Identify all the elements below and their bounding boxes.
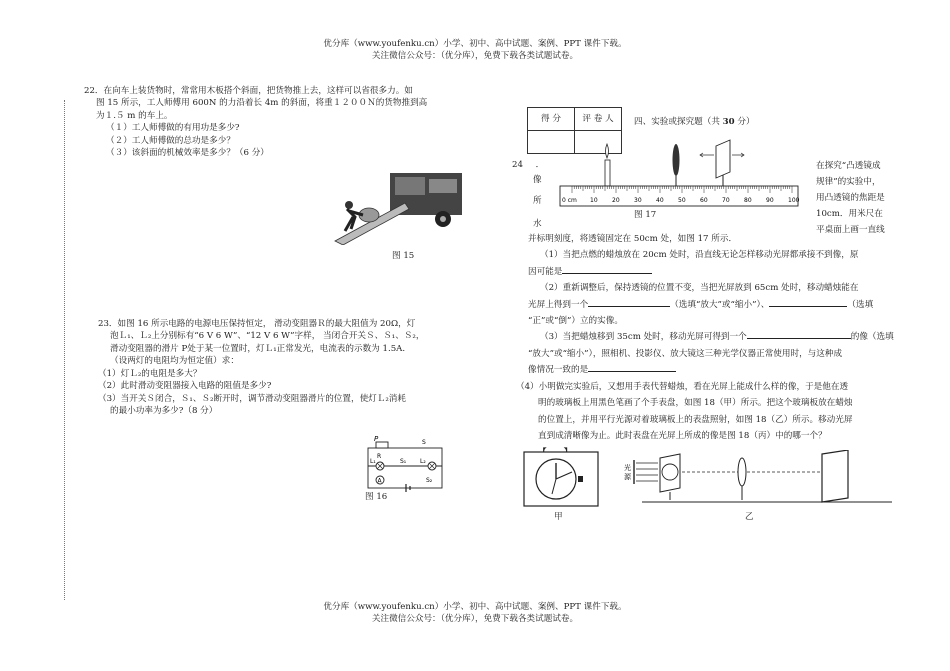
page-footer-line-2: 关注微信公众号：（优分库），免费下载各类试题试卷。 [371,614,579,624]
page-header-line-2: 关注微信公众号：（优分库），免费下载各类试题试卷。 [371,51,579,61]
question-24-part-4 [516,379,852,461]
ruler-tick-label: 80 [744,197,752,204]
q24-right-5: 平桌面上画一直线 [816,225,885,235]
q24-number [512,159,544,171]
q24-right-1: 在探究“凸透镜成 [816,161,881,171]
q24-right-4: 10cm．用米尺在 [816,209,883,219]
label-switch-s: S [422,439,426,446]
ruler-unit-label: 0 cm [562,197,577,204]
score-cell-label: 得 分 [528,108,575,131]
label-ammeter-a: A [377,477,382,485]
q24-dot: ． [535,160,545,170]
ruler-tick-label: 50 [678,197,686,204]
q24-part-2b: 光屏上得到一个 （选填“放大”或“缩小”）、 （选填 [528,299,874,310]
answer-blank-1[interactable] [562,273,652,274]
light-screen-icon [716,140,730,178]
answer-blank-4[interactable] [747,338,851,339]
question-24-body [528,231,894,379]
q24-part-4d: 直到成清晰像为止。此时表盘在光屏上所成的像是图 18（丙）中的哪一个？ [538,431,827,442]
q24-part-1a: （1）当把点燃的蜡烛放在 20cm 处时，沿直线无论怎样移动光屏都承接不到像，原 [540,250,859,261]
q23-line-3: 滑动变阻器的滑片 P处于某一位置时，灯Ｌ₁正常发光，电流表的示数为 1.5A. [110,343,406,354]
q23-sub-2: （2）此时滑动变阻器接入电路的阻值是多少? [98,381,272,392]
q24-part-1b: 因可能是 [528,264,894,280]
q22-sub-1: （１）工人师傅做的有用功是多少? [106,123,240,134]
q24-part-3a: （3）当把蜡烛移到 35cm 处时，移动光屏可得到一个 的像（选填 [540,332,894,343]
ruler-tick-label: 100 [788,197,800,204]
q23-sub-1: （1）灯Ｌ₂的电阻是多大？ [98,368,202,379]
figure-18-yi-caption: 乙 [745,512,754,522]
figure-17-caption: 图 17 [634,210,657,220]
q24-right-column [816,158,885,238]
section-title-part-a: 四、实验或探究题（共 [634,117,723,127]
q23-sub-3: （3）当开关Ｓ闭合，Ｓ₁、Ｓ₂断开时，调节滑动变阻器滑片的位置，使灯Ｌ₂消耗 [98,393,406,404]
light-source-label-2: 源 [624,473,631,481]
q23-line-1: 23．如图 16 所示电路的电源电压保持恒定， 滑动变阻器Ｒ的最大阻值为 20Ω，灯 [98,319,416,329]
q24-part-4b: 明的玻璃板上用黑色笔画了个手表盘，如图 18（甲）所示。把这个玻璃板放在蜡烛 [538,398,853,409]
q24-part-3b: “放大”或“缩小”），照相机、投影仪、放大镜这三种光学仪器正常使用时，与这种成 [528,348,843,359]
q24-part-4a: （4）小明做完实验后，又想用手表代替蜡烛，看在光屏上能成什么样的像，于是他在透 [516,382,849,392]
q22-line-1: 22．在向车上装货物时，常常用木板搭个斜面，把货物推上去，这样可以省很多力。如 [84,86,413,96]
question-23 [98,318,424,418]
answer-blank-3[interactable] [769,306,847,307]
candle-icon [605,160,610,186]
q23-line-4: （设两灯的电阻均为恒定值）求： [110,356,239,367]
binding-dotted-line [64,100,65,600]
label-lamp-l1: L₁ [370,458,376,465]
q24-part-2a: （2）重新调整后，保持透镜的位置不变，当把光屏放到 65cm 处时，移动蜡烛能在 [540,283,859,294]
answer-blank-5[interactable] [588,371,676,372]
page-footer-line-1: 优分库（www.youfenku.cn）小学、初中、高中试题、案例、PPT 课件下载。 [323,602,627,612]
question-22 [84,85,427,160]
q22-line-3: 为１.５ m 的车上。 [96,110,173,121]
q24-right-3: 用凸透镜的焦距是 [816,193,885,203]
ruler-tick-label: 20 [612,197,620,204]
ruler-tick-label: 10 [590,197,598,204]
watch-dial-icon [662,464,678,480]
candle-flame [606,144,609,158]
q24-line-4: 并标明刻度，将透镜固定在 50cm 处，如图 17 所示． [528,234,738,244]
label-switch-s2: S₂ [426,477,433,484]
ruler-tick-label: 60 [700,197,708,204]
page-header-line-1: 优分库（www.youfenku.cn）小学、初中、高中试题、案例、PPT 课件下载。 [323,39,627,49]
convex-lens-icon [673,144,680,176]
q24-left-char-1: 像 [533,175,542,185]
figure-15-ramp-illustration [325,165,470,245]
figure-18-jia-watch-face [522,450,600,508]
q23-sub-4: 的最小功率为多少?（8 分） [110,406,218,417]
q24-num-text: 24 [512,160,523,170]
grader-cell-label: 评 卷 人 [575,108,622,131]
figure-18-jia-caption: 甲 [554,512,563,522]
q24-right-2: 规律”的实验中， [816,177,881,187]
q23-line-2: 泡Ｌ₁、Ｌ₂上分别标有“6 V 6 W”、“12 V 6 W”字样， 当闭合开关Ｓ、Ｓ₁、Ｓ₂， [110,331,425,342]
q24-part-3c: 像情况一致的是 [528,362,894,378]
ruler-tick-label: 40 [656,197,664,204]
ruler-tick-label: 30 [634,197,642,204]
ruler-tick-label: 70 [722,197,730,204]
q22-line-2: 图 15 所示，工人师傅用 600N 的力沿着长 4m 的斜面，将重１２００Ｎ的货物推到高 [96,98,428,109]
label-slider-p: P [374,436,379,443]
label-rheostat-r: R [377,453,382,460]
q24-part-2c: “正”或“倒”）立的实像。 [528,316,623,327]
worker-head [345,201,353,209]
label-lamp-l2: L₂ [420,458,426,465]
figure-15-caption: 图 15 [392,251,415,261]
q24-left-char-2: 所 [533,196,542,206]
light-screen-icon [822,450,848,502]
q22-sub-3: （３）该斜面的机械效率是多少？（6 分） [106,148,269,159]
section-points: 30 [722,117,735,127]
q24-left-char-3: 水 [533,219,542,229]
section-title-part-c: 分） [734,117,755,127]
convex-lens-icon [738,458,746,486]
ruler-tick-label: 90 [766,197,774,204]
label-switch-s1: S₁ [400,458,407,465]
figure-17-optical-bench [558,138,800,210]
figure-16-caption: 图 16 [365,492,388,502]
light-source-label-1: 光 [624,464,631,472]
section-four-title [634,116,755,128]
q24-part-4c: 的位置上，并用平行光源对着玻璃板上的表盘照射，如图 18（乙）所示。移动光屏 [538,414,853,425]
answer-blank-2[interactable] [588,306,670,307]
figure-18-yi-setup [622,450,910,510]
q22-sub-2: （２）工人师傅做的总功是多少？ [106,135,235,146]
figure-16-circuit-diagram [360,436,450,496]
